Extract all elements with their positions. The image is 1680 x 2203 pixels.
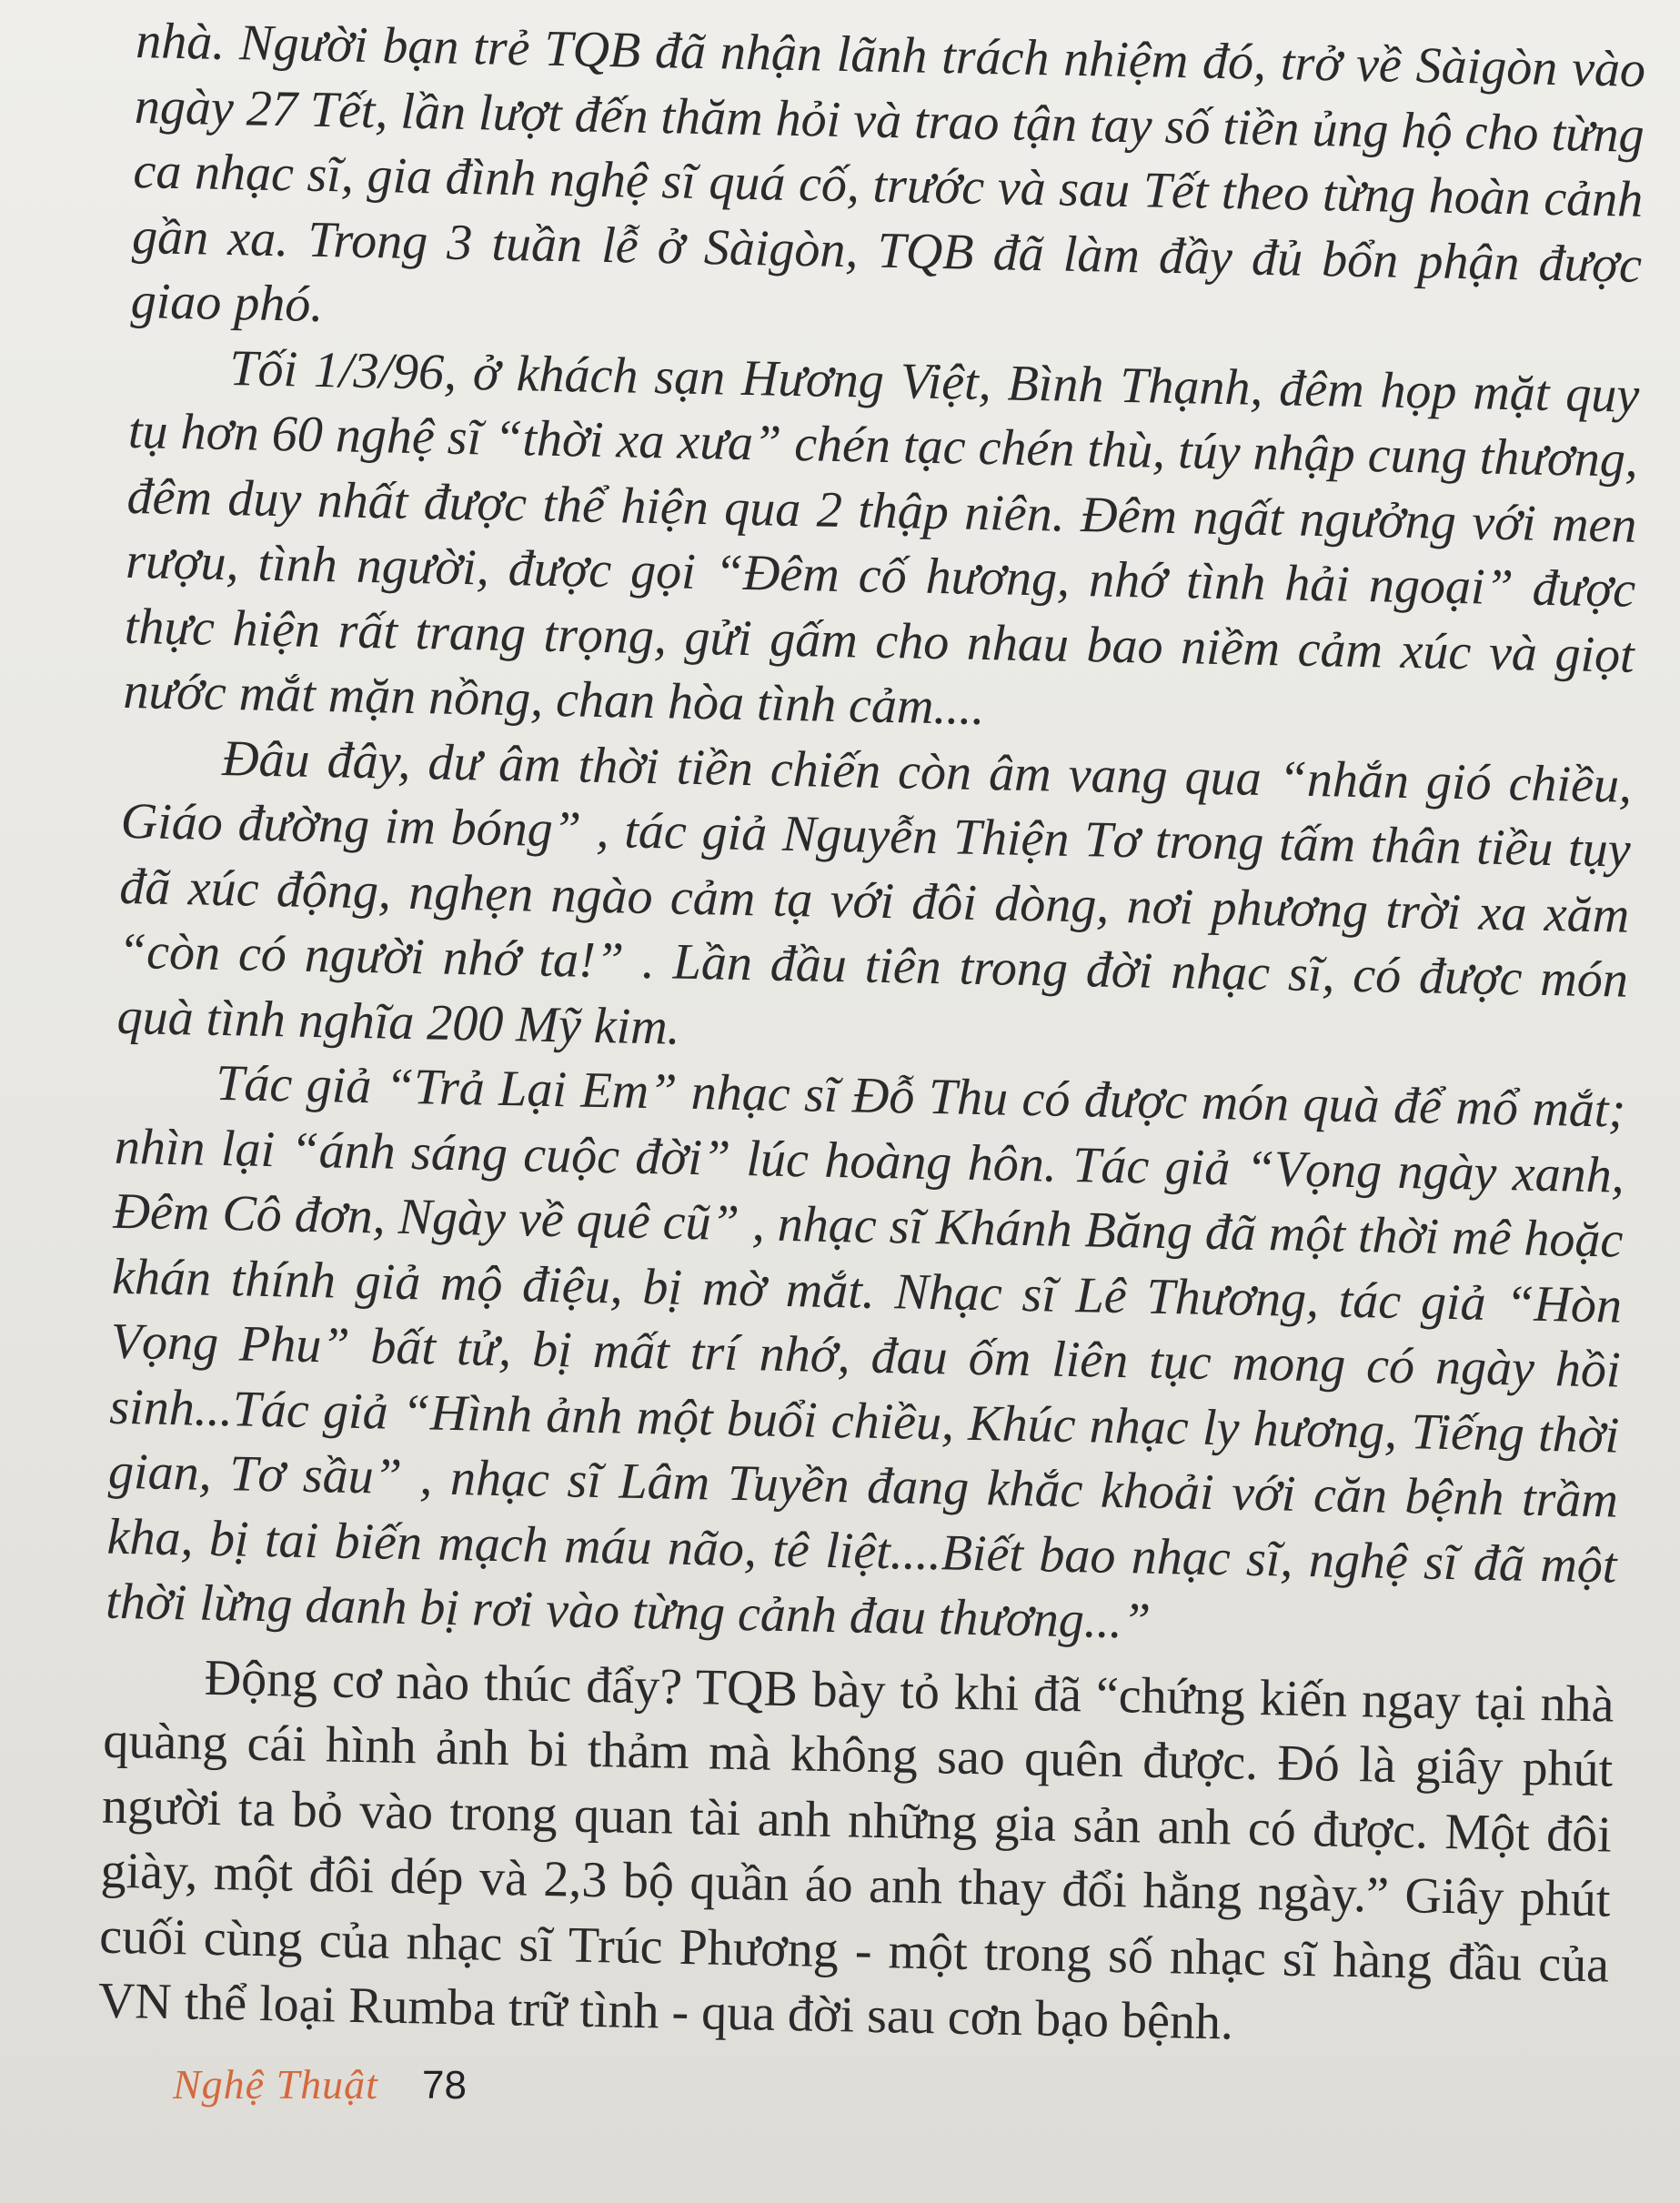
page-footer — [173, 2060, 467, 2108]
magazine-logo: Nghệ Thuật — [173, 2061, 378, 2107]
paragraph-1: nhà. Người bạn trẻ TQB đã nhận lãnh trách nhiệm đó, trở về Sàigòn vào ngày 27 Tết, lần lượt đến thăm hỏi và trao tận tay số tiền ủng hộ cho từng ca nhạc sĩ, gia đình nghệ sĩ quá cố, trước và sau Tết theo từng hoàn cảnh gần xa. Trong 3 tuần lễ ở Sàigòn, TQB đã làm đầy đủ bổn phận được giao phó. — [130, 12, 1646, 333]
paragraph-4: Tác giả “Trả Lại Em” nhạc sĩ Đỗ Thu có được món quà để mổ mắt; nhìn lại “ánh sáng cuộc đời” lúc hoàng hôn. Tác giả “Vọng ngày xanh, Đêm Cô đơn, Ngày về quê cũ” , nhạc sĩ Khánh Băng đã một thời mê hoặc khán thính giả mộ điệu, bị mờ mắt. Nhạc sĩ Lê Thương, tác giả “Hòn Vọng Phu” bất tử, bị mất trí nhớ, đau ốm liên tục mong có ngày hồi sinh...Tác giả “Hình ảnh một buổi chiều, Khúc nhạc ly hương, Tiếng thời gian, Tơ sầu” , nhạc sĩ Lâm Tuyền đang khắc khoải với căn bệnh trầm kha, bị tai biến mạch máu não, tê liệt....Biết bao nhạc sĩ, nghệ sĩ đã một thời lừng danh bị rơi vào từng cảnh đau thương...” — [105, 1054, 1626, 1650]
paragraph-3: Đâu đây, dư âm thời tiền chiến còn âm vang qua “nhắn gió chiều, Giáo đường im bóng” , tác giả Nguyễn Thiện Tơ trong tấm thân tiều tụy đã xúc động, nghẹn ngào cảm tạ với đôi dòng, nơi phương trời xa xăm “còn có người nhớ ta!” . Lần đầu tiên trong đời nhạc sĩ, có được món quà tình nghĩa 200 Mỹ kim. — [116, 729, 1633, 1056]
paragraph-2: Tối 1/3/96, ở khách sạn Hương Việt, Bình Thạnh, đêm họp mặt quy tụ hơn 60 nghệ sĩ “thời xa xưa” chén tạc chén thù, túy nhập cung thương, đêm duy nhất được thể hiện qua 2 thập niên. Đêm ngất ngưởng với men rượu, tình người, được gọi “Đêm cố hương, nhớ tình hải ngoại” được thực hiện rất trang trọng, gửi gấm cho nhau bao niềm cảm xúc và giọt nước mắt mặn nồng, chan hòa tình cảm.... — [123, 339, 1640, 737]
page-number: 78 — [421, 2063, 467, 2107]
paragraph-5: Động cơ nào thúc đẩy? TQB bày tỏ khi đã “chứng kiến ngay tại nhà quàng cái hình ảnh bi thảm mà không sao quên được. Đó là giây phút người ta bỏ vào trong quan tài anh những gia sản anh có được. Một đôi giày, một đôi dép và 2,3 bộ quần áo anh thay đổi hằng ngày.” Giây phút cuối cùng của nhạc sĩ Trúc Phương - một trong số nhạc sĩ hàng đầu của VN thể loại Rumba trữ tình - qua đời sau cơn bạo bệnh. — [97, 1649, 1615, 2051]
body-text — [97, 9, 1645, 2063]
